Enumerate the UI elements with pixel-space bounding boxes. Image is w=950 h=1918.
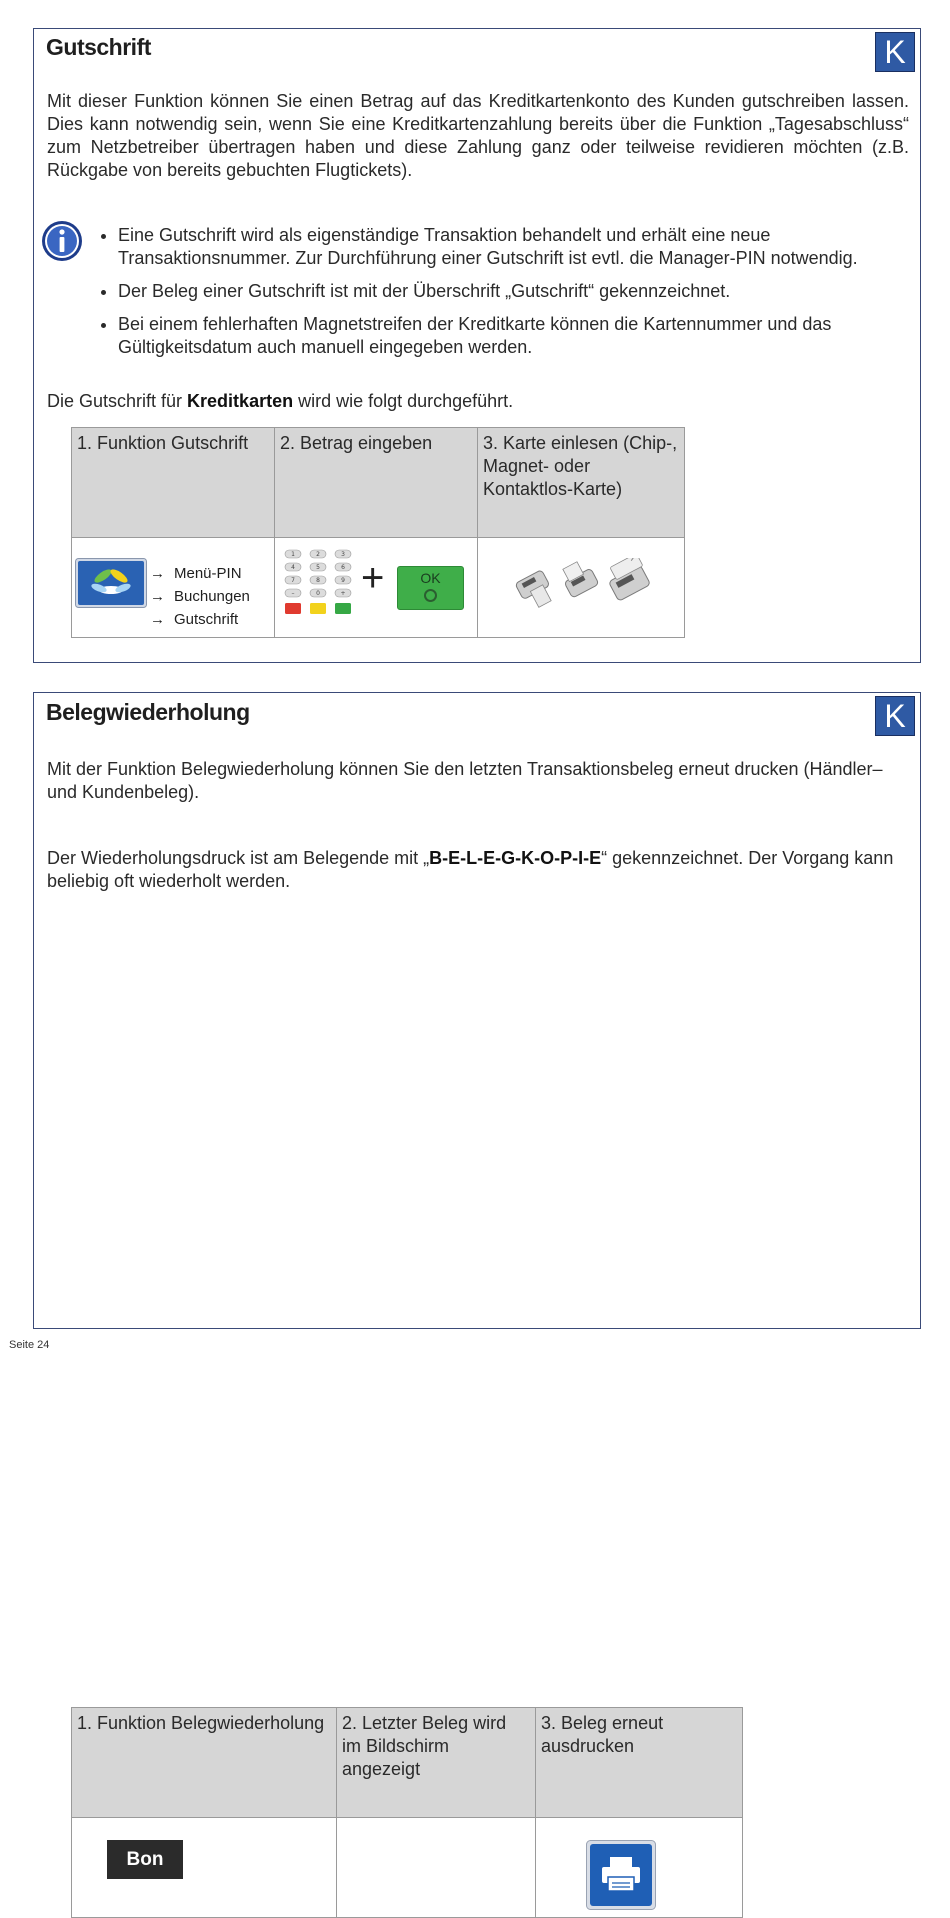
menu-path (150, 562, 250, 631)
list-item: • Eine Gutschrift wird als eigenständige Transaktion behandelt und erhält eine neue Transaktionsnummer. Zur Durchführung einer Gutschrift ist evtl. die Manager-PIN notwendig. (118, 224, 930, 270)
list-item: • Der Beleg einer Gutschrift ist mit der Überschrift „Gutschrift“ gekennzeichnet. (118, 280, 930, 303)
print-step-cell (536, 1818, 743, 1918)
keypad-icon (283, 548, 355, 620)
step-header: 2. Betrag eingeben (275, 428, 478, 538)
bon-button: Bon (107, 1840, 183, 1879)
arrow-icon: → (150, 588, 165, 605)
belegwiederholung-steps-table (71, 1707, 743, 1918)
keypad-key: 7 (291, 577, 295, 584)
section-belegwiederholung (33, 692, 921, 1870)
procedure-bold: Kreditkarten (187, 391, 294, 411)
amount-step-cell (275, 538, 478, 638)
intro-paragraph: Mit der Funktion Belegwiederholung können Sie den letzten Transaktionsbeleg erneut drucken (Händler– und Kundenbeleg). (47, 759, 883, 802)
display-step-cell (337, 1818, 536, 1918)
menu-path-item: Menü-PIN (174, 565, 242, 582)
keypad-key: 1 (291, 551, 295, 558)
keypad-key: + (340, 590, 346, 597)
section-title: Belegwiederholung (46, 699, 250, 725)
arrow-icon: → (150, 565, 165, 582)
belegkopie-bold: B-E-L-E-G-K-O-P-I-E (429, 848, 602, 868)
menu-step-cell (72, 538, 275, 638)
k-badge-icon: K (875, 32, 915, 72)
info-bullet-list (98, 224, 930, 369)
info-icon (41, 220, 83, 262)
menu-path-item: Gutschrift (174, 611, 239, 628)
section-title: Gutschrift (46, 34, 151, 60)
keypad-key: 9 (341, 577, 345, 584)
para2-prefix: Der Wiederholungsdruck ist am Belegende mit „ (47, 848, 430, 868)
plus-sign: + (361, 556, 385, 600)
step-header: 1. Funktion Gutschrift (72, 428, 275, 538)
arrow-icon: → (150, 611, 165, 628)
intro-paragraph: Mit dieser Funktion können Sie einen Betrag auf das Kreditkartenkonto des Kunden gutschreiben lassen. Dies kann notwendig sein, wenn Sie eine Kreditkartenzahlung bereits über die Funktion „Tagesabschluss“ zum Netzbetreiber übertragen haben und diese Zahlung ganz oder teilweise revidieren möchten (z.B. Rückgabe von bereits gebuchten Flugtickets). (47, 91, 909, 180)
step-header: 1. Funktion Belegwiederholung (72, 1708, 337, 1818)
procedure-sentence (47, 390, 909, 413)
keypad-key: 8 (316, 577, 320, 584)
ok-circle-icon (424, 589, 437, 602)
keypad-key: 3 (341, 551, 345, 558)
page-number: Seite 24 (9, 1339, 50, 1351)
step-header: 2. Letzter Beleg wird im Bildschirm angezeigt (337, 1708, 536, 1818)
gutschrift-steps-table (71, 427, 685, 638)
keypad-key: – (291, 590, 295, 597)
step-header: 3. Beleg erneut ausdrucken (536, 1708, 743, 1818)
card-step-cell (478, 538, 685, 638)
para2-suffix: “ gekennzeichnet. Der Vorgang kann beliebig oft wiederholt werden. (47, 848, 894, 891)
step-header: 3. Karte einlesen (Chip-, Magnet- oder Kontaktlos-Karte) (478, 428, 685, 538)
menu-app-icon (75, 558, 147, 608)
keypad-key: 0 (316, 590, 320, 597)
procedure-prefix: Die Gutschrift für (47, 391, 188, 411)
keypad-key: 2 (316, 551, 320, 558)
keypad-key: 5 (316, 564, 320, 571)
ok-key-icon (397, 566, 464, 610)
keypad-key: 6 (341, 564, 345, 571)
procedure-suffix: wird wie folgt durchgeführt. (293, 391, 514, 411)
list-item: • Bei einem fehlerhaften Magnetstreifen der Kreditkarte können die Kartennummer und das Gültigkeitsdatum auch manuell eingegeben werden. (118, 313, 930, 359)
printer-icon (586, 1840, 656, 1910)
belegkopie-paragraph (47, 847, 909, 893)
menu-path-item: Buchungen (174, 588, 250, 605)
bon-step-cell (72, 1818, 337, 1918)
section-gutschrift (33, 28, 921, 663)
card-readers-icon (512, 558, 662, 610)
ok-key-label: OK (420, 570, 441, 586)
k-badge-icon: K (875, 696, 915, 736)
keypad-key: 4 (291, 564, 295, 571)
